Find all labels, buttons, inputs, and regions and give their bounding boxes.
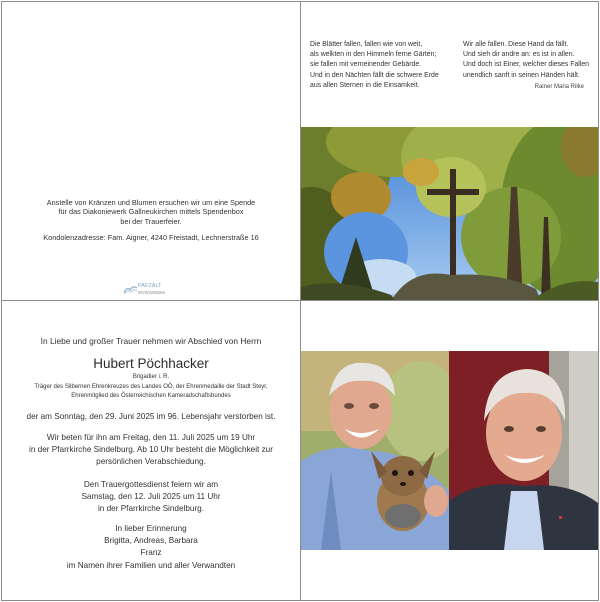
prayer-info (2, 432, 300, 469)
logo-name: PAFZALT (138, 283, 162, 289)
poem-line: Wir alle fallen. Diese Hand da fällt. (463, 41, 569, 48)
mass-line: Den Trauergottesdienst feiern wir am (83, 480, 219, 489)
logo-phone: 0676/2266266 (138, 290, 165, 295)
poem-line: als welkten in den Himmeln ferne Gärten; (310, 51, 437, 59)
funeral-home-logo (124, 283, 186, 297)
portrait-photo (449, 351, 598, 550)
donation-line: bei der Trauerfeier. (120, 216, 182, 226)
poem-line: unendlich sanft in seinen Händen hält. (463, 71, 580, 79)
poem-author: Rainer Maria Rilke (534, 84, 584, 90)
poem-line: Und in den Nächten fällt die schwere Erde (310, 71, 439, 79)
portrait-with-dog-photo (301, 351, 449, 550)
honors-text (2, 383, 300, 400)
poem-panel (300, 1, 599, 301)
deceased-title: Brigadier i. R. (132, 374, 170, 380)
card-back-panel (1, 1, 301, 301)
donation-request (12, 198, 290, 226)
announcement-panel (1, 300, 301, 601)
mass-line: in der Pfarrkirche Sindelburg. (97, 504, 205, 514)
condolence-address: Kondolenzadresse: Fam. Aigner, 4240 Freistadt, Lechnerstraße 16 (43, 233, 259, 242)
prayer-line: Wir beten für ihn am Freitag, den 11. Juli 2025 um 19 Uhr (46, 433, 256, 442)
poem-line: Die Blätter fallen, fallen wie von weit, (310, 41, 423, 48)
donation-line: Anstelle von Kränzen und Blumen ersuchen wir um eine Spende (46, 198, 256, 207)
deceased-name: Hubert Pöchhacker (93, 356, 209, 371)
cross-in-forest-photo (301, 127, 598, 301)
mass-line: Samstag, den 12. Juli 2025 um 11 Uhr (81, 492, 221, 502)
honors-line: Träger des Silbernen Ehrenkreuzes des Landes OÖ, der Ehrenmedaille der Stadt Steyr, (34, 384, 268, 390)
photo-panel (300, 300, 599, 601)
death-date-text: der am Sonntag, den 29. Juni 2025 im 96. Lebensjahr verstorben ist. (26, 412, 276, 421)
donation-line: für das Diakoniewerk Gallneukirchen mittels Spendenbox (58, 207, 244, 217)
poem-line: aus allen Sternen in die Einsamkeit. (310, 81, 420, 89)
poem-line: Und sieh dir andre an: es ist in allen. (463, 51, 575, 59)
mourners-line: Franz (140, 548, 162, 558)
mourners-line: In lieber Erinnerung (115, 524, 187, 533)
poem-line: sie fallen mit verneinender Gebärde. (310, 61, 422, 69)
funeral-mass-info (2, 479, 300, 516)
intro-text: In Liebe und großer Trauer nehmen wir Abschied von Herrn (40, 336, 262, 346)
prayer-line: persönlichen Verabschiedung. (96, 457, 206, 467)
poem-stanza-2 (463, 40, 589, 81)
prayer-line: in der Pfarrkirche Sindelburg. Ab 10 Uhr besteht die Möglichkeit zur (29, 445, 273, 455)
mourners-line: Brigitta, Andreas, Barbara (104, 536, 198, 546)
mourners-line: im Namen ihrer Familien und aller Verwandten (66, 560, 236, 570)
mourners-list (2, 523, 300, 572)
poem-stanza-1 (310, 40, 439, 91)
logo-wave-icon (124, 284, 137, 294)
poem-line: Und doch ist Einer, welcher dieses Fallen (463, 61, 590, 69)
honors-line: Ehrenmitglied des Österreichischen Kameradschaftsbundes (71, 392, 231, 399)
